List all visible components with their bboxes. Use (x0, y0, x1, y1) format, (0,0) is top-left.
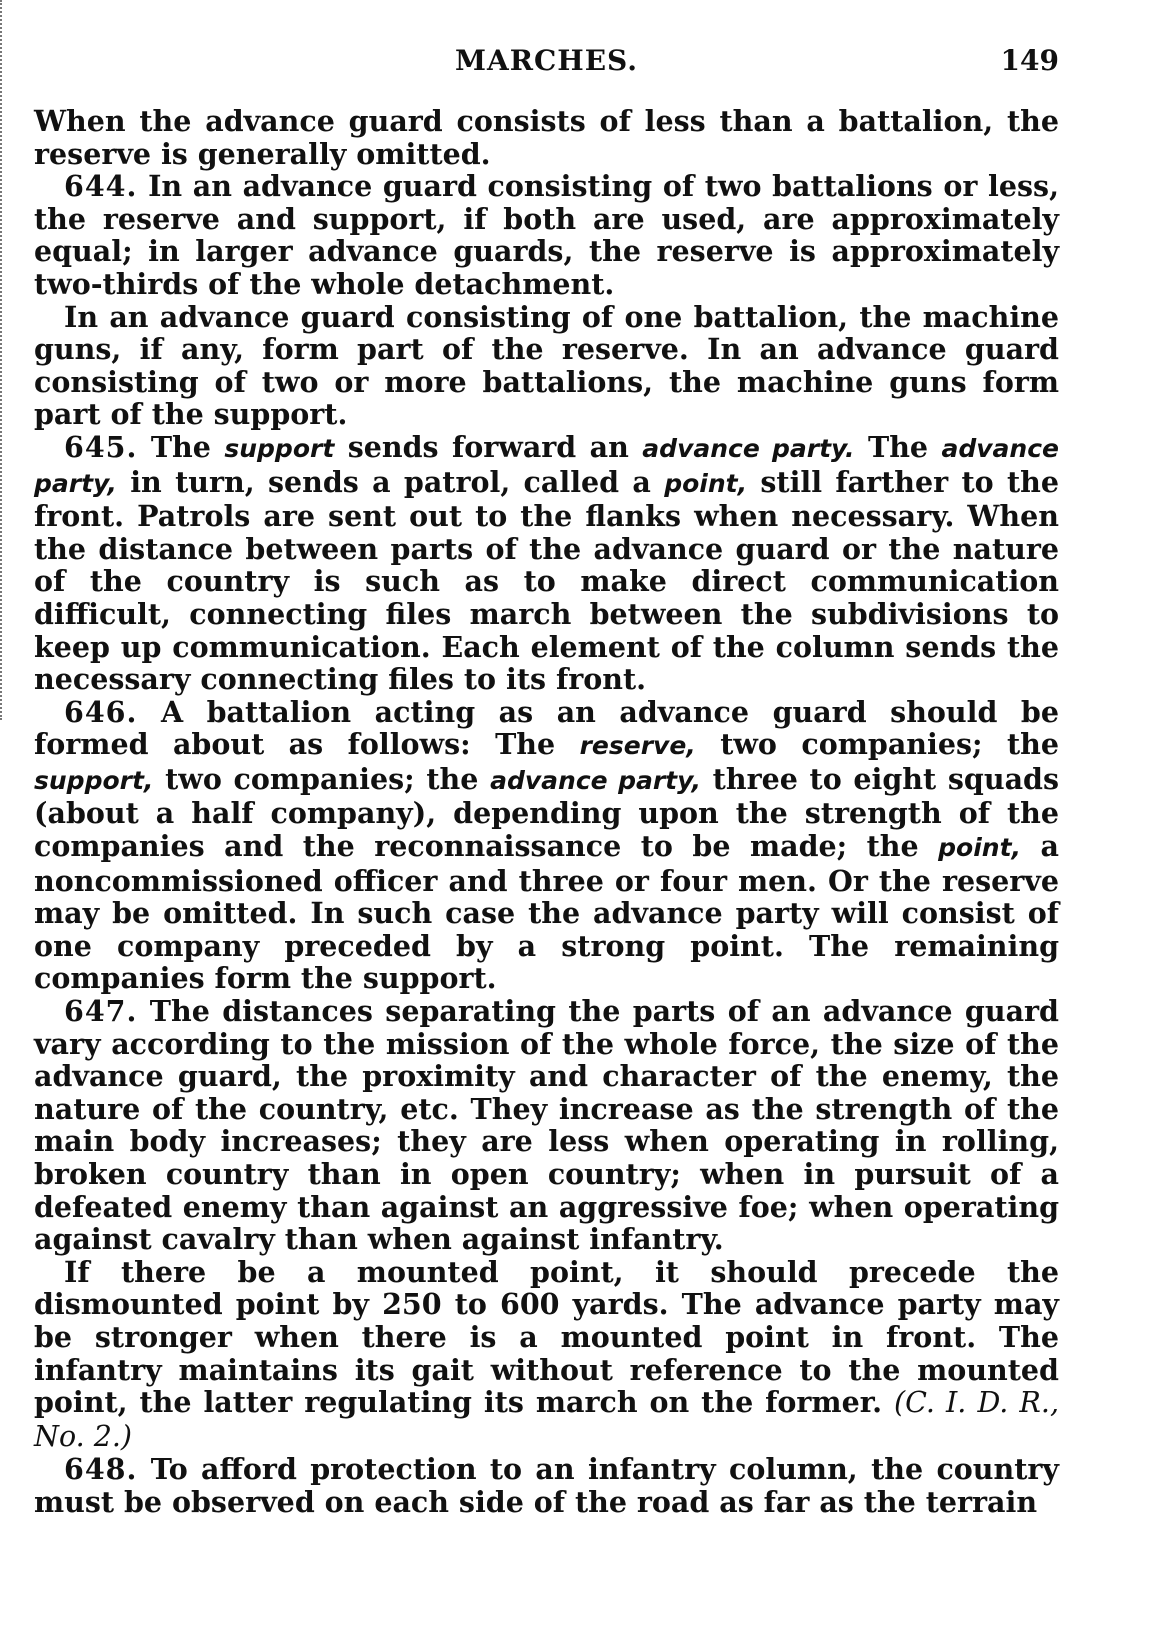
text-run: The distances separating the parts of an advance guard vary according to the mission of the whole force, the size of the advance guard, the proximity and character of the enemy, the nature of the country, etc. They increase as the strength of the main body increases; they are less when operating in rolling, broken country than in open country; when in pursuit of a defeated enemy than against an aggressive foe; when operating against cavalry than when against infantry. (34, 994, 1059, 1257)
paragraph (34, 431, 1059, 696)
text-run: in turn, sends a patrol, called a (116, 464, 665, 499)
section-number: 647. (64, 994, 138, 1029)
citation: (C. I. D. R., No. 2.) (34, 1386, 1060, 1453)
defined-term: advance party, (34, 433, 1059, 498)
text-run: A battalion acting as an advance guard should be formed about as follows: The (34, 694, 1059, 762)
section-number: 646. (64, 694, 138, 729)
text-run: To afford protection to an infantry column, the country must be observed on each side of the road as far as the terrain (34, 1452, 1059, 1519)
text-run: If there be a mounted point, it should precede the dismounted point by 250 to 600 yards. The advance party may be stronger when there is a mounted point in front. The infantry maintains its gait without reference to the mounted point, the latter regulating its march on the former. (34, 1254, 1059, 1420)
paragraph (34, 696, 1059, 995)
defined-term: advance party. (642, 433, 855, 463)
paragraph (34, 301, 1059, 431)
page-edge (0, 0, 6, 720)
defined-term: support, (34, 765, 154, 795)
section-number: 648. (64, 1452, 138, 1487)
running-title: MARCHES. (454, 44, 639, 77)
paragraph (34, 995, 1059, 1256)
defined-term: support (224, 433, 335, 463)
body-text (34, 105, 1059, 1519)
section-number: 644. (64, 169, 138, 204)
defined-term: reserve, (579, 731, 696, 761)
paragraph (34, 105, 1059, 170)
page-header (34, 44, 1059, 84)
paragraph (34, 1453, 1059, 1518)
paragraph (34, 170, 1059, 300)
text-run: When the advance guard consists of less than a battalion, the reserve is generally omitted. (34, 104, 1059, 171)
page-number: 149 (1000, 44, 1059, 77)
defined-term: point, (664, 468, 748, 498)
text-run: sends forward an (334, 429, 643, 464)
text-run: In an advance guard consisting of one battalion, the machine guns, if any, form part of the reserve. In an advance guard consisting of two or more battalions, the machine guns form part of the support. (34, 299, 1059, 432)
text-run: still farther to the front. Patrols are sent out to the flanks when necessary. When the distance between parts of the advance guard or the nature of the country is such as to make direct communication difficult, connecting files march between the subdivisions to keep up communication. Each element of the column sends the necessary connecting files to its front. (34, 464, 1059, 697)
text-run: three to eight squads (about a half company), depending upon the strength of the companies and the reconnaissance to be made; the (34, 761, 1060, 864)
text-run: The (854, 429, 942, 464)
defined-term: advance party, (490, 765, 701, 795)
text-run: two companies; the (153, 761, 491, 796)
text-run: The (137, 429, 225, 464)
defined-term: point, (938, 833, 1022, 863)
section-number: 645. (64, 429, 138, 464)
text-run: a noncommissioned officer and three or four men. Or the reserve may be omitted. In such case the advance party will consist of one company preceded by a strong point. The remaining companies form the support. (34, 829, 1060, 996)
text-run: two companies; the (695, 727, 1059, 762)
paragraph (34, 1256, 1059, 1454)
text-run: In an advance guard consisting of two battalions or less, the reserve and support, if both are used, are approximately equal; in larger advance guards, the reserve is approximately two-thirds of the whole detachment. (34, 169, 1059, 301)
